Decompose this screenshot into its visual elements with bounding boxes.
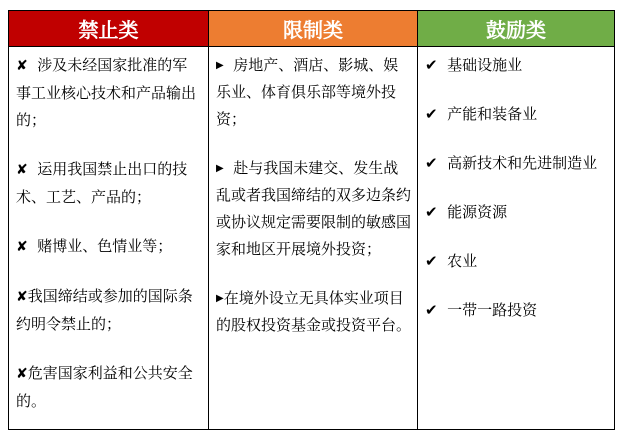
header-encouraged: 鼓励类 [418,11,615,47]
list-item [16,233,202,261]
triangle-bullet-icon: ▶ [216,60,224,71]
check-icon: ✔ [425,105,438,123]
list-item [425,101,608,128]
check-icon: ✔ [425,252,438,270]
item-text: 危害国家利益和公共安全的。 [16,364,193,410]
triangle-bullet-icon: ▶ [216,293,224,304]
item-text: 产能和装备业 [437,105,538,123]
check-icon: ✔ [425,203,438,221]
list-item [16,283,202,338]
check-icon: ✔ [425,301,438,319]
ballot-x-icon: ✘ [16,289,28,305]
item-text: 在境外设立无具体实业项目的股权投资基金或投资平台。 [216,289,412,334]
ballot-x-icon: ✘ [16,239,28,255]
header-row [9,11,615,47]
item-text: 赌博业、色情业等； [27,237,173,255]
item-text: 一带一路投资 [437,301,538,319]
item-text: 农业 [437,252,478,270]
list-item [216,155,411,263]
triangle-bullet-icon: ▶ [216,163,224,174]
cell-restricted [209,47,418,430]
list-item [425,199,608,226]
cell-prohibited [9,47,209,430]
check-icon: ✔ [425,56,438,74]
header-restricted: 限制类 [209,11,418,47]
ballot-x-icon: ✘ [16,58,28,74]
header-prohibited: 禁止类 [9,11,209,47]
check-icon: ✔ [425,154,438,172]
list-item [425,150,608,177]
cell-encouraged [418,47,615,430]
ballot-x-icon: ✘ [16,366,28,382]
list-item [216,285,411,339]
list-item [16,156,202,211]
item-text: 基础设施业 [437,56,523,74]
item-text: 高新技术和先进制造业 [437,154,598,172]
list-item [425,248,608,275]
body-row [9,47,615,430]
item-text: 我国缔结或参加的国际条约明令禁止的； [16,287,193,333]
item-text: 涉及未经国家批准的军事工业核心技术和产品输出的； [16,56,197,129]
list-item [425,52,608,79]
item-text: 能源资源 [437,203,508,221]
ballot-x-icon: ✘ [16,162,28,178]
list-item [216,52,411,133]
investment-category-table [8,10,615,430]
list-item [16,360,202,415]
list-item [425,297,608,324]
item-text: 房地产、酒店、影城、娱乐业、体育俱乐部等境外投资； [216,56,399,128]
list-item [16,52,202,134]
item-text: 运用我国禁止出口的技术、工艺、产品的； [16,160,188,206]
item-text: 赴与我国未建交、发生战乱或者我国缔结的双多边条约或协议规定需要限制的敏感国家和地区开展境外投资； [216,159,412,258]
